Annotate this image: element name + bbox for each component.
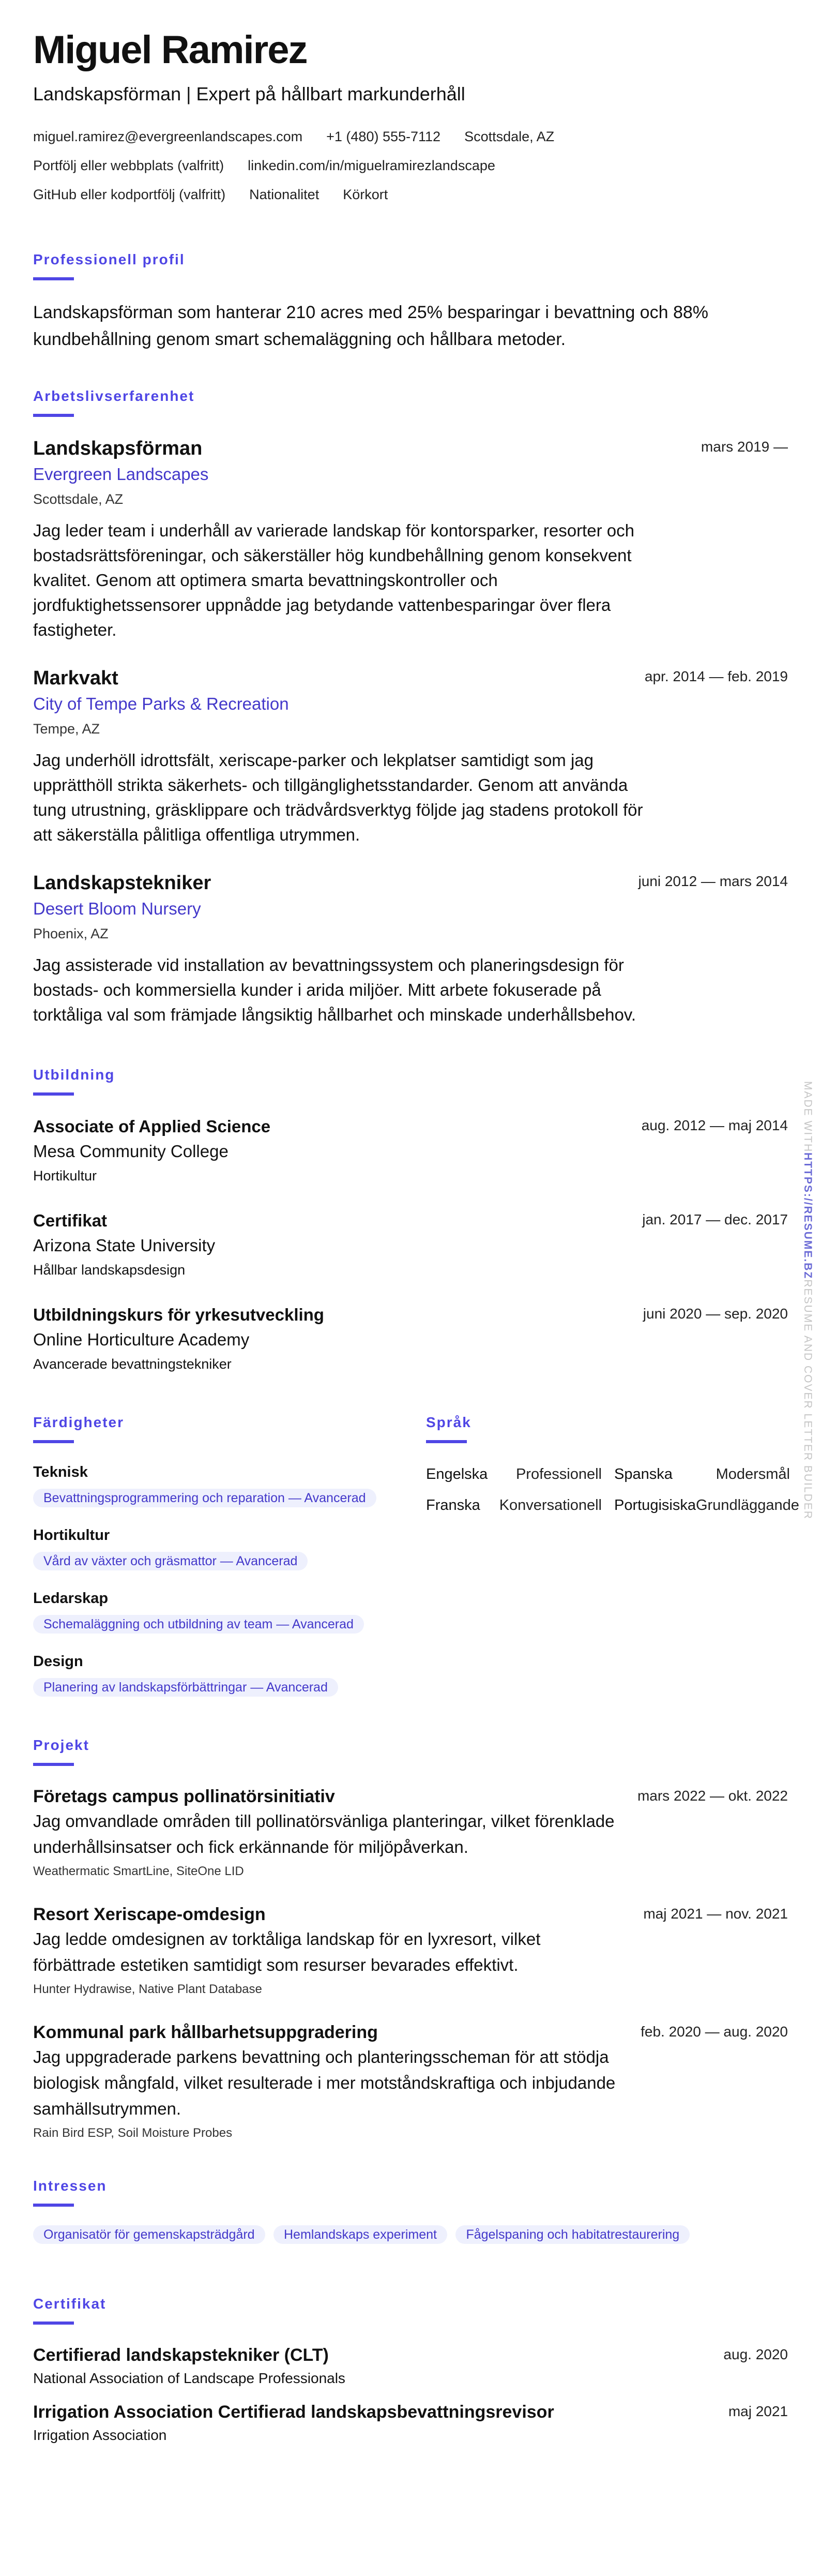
section-divider: [33, 1440, 74, 1443]
linkedin-link[interactable]: linkedin.com/in/miguelramirezlandscape: [248, 158, 495, 173]
section-title: Språk: [426, 1414, 472, 1430]
job-title: Landskapstekniker: [33, 872, 211, 894]
skill-category: Hortikultur: [33, 1527, 110, 1544]
contact-row: [33, 180, 788, 209]
profile-section: [33, 249, 788, 353]
experience-entry: [33, 665, 788, 847]
job-title: Landskapsförman: [33, 438, 203, 459]
skill-group: [33, 1651, 426, 1697]
section-divider: [33, 1763, 74, 1766]
experience-entry: [33, 436, 788, 642]
location: Scottsdale, AZ: [464, 129, 555, 144]
language-name: Engelska: [426, 1466, 488, 1482]
job-location: Scottsdale, AZ: [33, 491, 124, 507]
skill-tag: Vård av växter och gräsmattor — Avancerad: [33, 1552, 308, 1570]
skill-category: Ledarskap: [33, 1590, 109, 1607]
interest-tag: Organisatör för gemenskapsträdgård: [33, 2225, 265, 2244]
project-tools: Weathermatic SmartLine, SiteOne LID: [33, 1864, 244, 1878]
section-divider: [33, 2204, 74, 2207]
made-with-watermark: [801, 1081, 814, 1520]
job-description: Jag assisterade vid installation av bevattningssystem och planeringsdesign för bostads- och kommersiella kunder i arida miljöer. Mitt arbete fokuserade på torktåliga val som främjade långsiktig hållbarhet och minskade underhållsbehov.: [33, 955, 636, 1024]
skill-tag: Bevattningsprogrammering och reparation — Avancerad: [33, 1489, 376, 1507]
language-level: Professionell: [515, 1466, 602, 1482]
job-dates: mars 2019 —: [701, 439, 788, 455]
education-entry: [33, 1208, 788, 1282]
interest-tag: Fågelspaning och habitatrestaurering: [455, 2225, 690, 2244]
skill-tag: Planering av landskapsförbättringar — Avancerad: [33, 1678, 338, 1697]
drivers-license: Körkort: [343, 187, 388, 202]
language-item: [426, 1462, 602, 1487]
contact-row: [33, 151, 788, 180]
certificate-entry: [33, 2400, 788, 2447]
project-entry: [33, 1903, 788, 2001]
skill-group: [33, 1525, 426, 1570]
candidate-name: Miguel Ramirez: [33, 28, 307, 72]
section-title: Utbildning: [33, 1067, 115, 1083]
projects-section: [33, 1735, 788, 2145]
section-divider: [426, 1440, 467, 1443]
github-link[interactable]: GitHub eller kodportfölj (valfritt): [33, 187, 226, 202]
certificate-issuer: Irrigation Association: [33, 2427, 167, 2443]
job-description: Jag leder team i underhåll av varierade landskap för kontorsparker, resorter och bostadsrättsföreningar, och säkerställer hög kundbehållning genom konsekvent kvalitet. Genom att optimera smarta bevattningskontroller och jordfuktighetssensorer uppnådde jag betydande vattenbesparingar över flera fastigheter.: [33, 521, 634, 639]
experience-entry: [33, 870, 788, 1027]
job-location: Phoenix, AZ: [33, 926, 109, 941]
language-name: Portugisiska: [614, 1497, 696, 1514]
project-title: Resort Xeriscape-omdesign: [33, 1905, 266, 1924]
languages-section: [426, 1412, 799, 1714]
section-title: Projekt: [33, 1737, 89, 1753]
degree: Associate of Applied Science: [33, 1117, 271, 1136]
skill-category: Design: [33, 1653, 83, 1670]
degree: Certifikat: [33, 1211, 108, 1230]
section-title: Professionell profil: [33, 251, 185, 267]
education-entry: [33, 1114, 788, 1188]
watermark-suffix: RESUME AND COVER LETTER BUILDER: [802, 1279, 814, 1520]
language-level: Modersmål: [716, 1466, 790, 1482]
certificate-date: maj 2021: [728, 2403, 788, 2419]
resume-page: [33, 27, 799, 2457]
language-item: [614, 1493, 799, 1518]
job-location: Tempe, AZ: [33, 721, 100, 737]
section-title: Intressen: [33, 2178, 107, 2194]
project-tools: Rain Bird ESP, Soil Moisture Probes: [33, 2126, 233, 2140]
nationality: Nationalitet: [249, 187, 320, 202]
project-dates: maj 2021 — nov. 2021: [643, 1906, 788, 1922]
section-divider: [33, 2322, 74, 2325]
language-item: [426, 1493, 602, 1518]
interest-tags: [33, 2225, 788, 2244]
field-of-study: Hortikultur: [33, 1168, 97, 1184]
skill-group: [33, 1462, 426, 1507]
language-name: Franska: [426, 1497, 480, 1514]
language-level: Grundläggande: [695, 1497, 799, 1514]
job-dates: juni 2012 — mars 2014: [638, 873, 788, 889]
degree: Utbildningskurs för yrkesutveckling: [33, 1305, 324, 1324]
interests-section: [33, 2176, 788, 2244]
section-divider: [33, 1092, 74, 1096]
education-dates: jan. 2017 — dec. 2017: [642, 1211, 788, 1227]
project-entry: [33, 2020, 788, 2145]
section-title: Färdigheter: [33, 1414, 125, 1430]
project-description: Jag omvandlade områden till pollinatörsvänliga planteringar, vilket förenklade underhållsinsatser och fick erkännande för miljöpåverkan.: [33, 1811, 615, 1856]
language-item: [614, 1462, 790, 1487]
contact-row: [33, 122, 788, 151]
company-name: City of Tempe Parks & Recreation: [33, 694, 289, 713]
section-divider: [33, 277, 74, 280]
profile-summary: Landskapsförman som hanterar 210 acres med 25% besparingar i bevattning och 88% kundbehållning genom smart schemaläggning och hållbara metoder.: [33, 303, 708, 349]
email-link[interactable]: miguel.ramirez@evergreenlandscapes.com: [33, 129, 303, 144]
job-title: Markvakt: [33, 667, 118, 689]
field-of-study: Avancerade bevattningstekniker: [33, 1356, 232, 1372]
interest-tag: Hemlandskaps experiment: [273, 2225, 447, 2244]
job-dates: apr. 2014 — feb. 2019: [644, 668, 788, 684]
experience-section: [33, 386, 788, 1027]
education-section: [33, 1065, 788, 1376]
skill-group: [33, 1588, 426, 1634]
language-list: [426, 1462, 799, 1518]
language-name: Spanska: [614, 1466, 673, 1482]
project-dates: feb. 2020 — aug. 2020: [641, 2024, 788, 2040]
contact-info: [33, 122, 788, 209]
certificate-title: Irrigation Association Certifierad landskapsbevattningsrevisor: [33, 2402, 554, 2422]
phone[interactable]: +1 (480) 555-7112: [326, 129, 441, 144]
company-name: Evergreen Landscapes: [33, 465, 209, 484]
project-description: Jag ledde omdesignen av torktåliga landskap för en lyxresort, vilket förbättrade estetiken samtidigt som resurser bevarades effektivt.: [33, 1929, 541, 1974]
project-tools: Hunter Hydrawise, Native Plant Database: [33, 1982, 262, 1996]
field-of-study: Hållbar landskapsdesign: [33, 1262, 186, 1278]
certificate-title: Certifierad landskapstekniker (CLT): [33, 2345, 329, 2365]
certificate-issuer: National Association of Landscape Professionals: [33, 2370, 345, 2386]
skill-category: Teknisk: [33, 1464, 88, 1480]
language-level: Konversationell: [499, 1497, 602, 1514]
project-description: Jag uppgraderade parkens bevattning och planteringsscheman för att stödja biologisk mångfald, vilket resulterade i mer motståndskraftiga och inbjudande samhällsutrymmen.: [33, 2047, 616, 2118]
school-name: Mesa Community College: [33, 1142, 229, 1161]
watermark-link[interactable]: HTTPS://RESUME.BZ: [802, 1152, 814, 1280]
certificates-section: [33, 2294, 788, 2447]
skill-tag: Schemaläggning och utbildning av team — Avancerad: [33, 1615, 364, 1634]
company-name: Desert Bloom Nursery: [33, 899, 201, 918]
project-title: Företags campus pollinatörsinitiativ: [33, 1787, 335, 1806]
project-title: Kommunal park hållbarhetsuppgradering: [33, 2023, 378, 2042]
school-name: Online Horticulture Academy: [33, 1330, 250, 1349]
project-entry: [33, 1785, 788, 1883]
education-entry: [33, 1302, 788, 1376]
watermark-prefix: MADE WITH: [802, 1081, 814, 1153]
section-title: Certifikat: [33, 2296, 107, 2312]
section-divider: [33, 414, 74, 417]
section-title: Arbetslivserfarenhet: [33, 388, 195, 404]
job-description: Jag underhöll idrottsfält, xeriscape-parker och lekplatser samtidigt som jag upprätthöll strikta säkerhets- och tillgänglighetsstandarder. Genom att använda tung utrustning, gräsklippare och trädvårdsverktyg följde jag stadens protokoll för att säkerställa pålitliga offentliga utrymmen.: [33, 751, 643, 844]
certificate-date: aug. 2020: [723, 2346, 788, 2362]
skills-section: [33, 1412, 426, 1714]
candidate-headline: Landskapsförman | Expert på hållbart markunderhåll: [33, 83, 465, 104]
skills-languages-row: [33, 1412, 799, 1714]
school-name: Arizona State University: [33, 1236, 216, 1255]
portfolio-link[interactable]: Portfölj eller webbplats (valfritt): [33, 158, 224, 173]
education-dates: aug. 2012 — maj 2014: [641, 1117, 788, 1133]
education-dates: juni 2020 — sep. 2020: [643, 1306, 788, 1322]
certificate-entry: [33, 2343, 788, 2390]
project-dates: mars 2022 — okt. 2022: [637, 1788, 788, 1804]
